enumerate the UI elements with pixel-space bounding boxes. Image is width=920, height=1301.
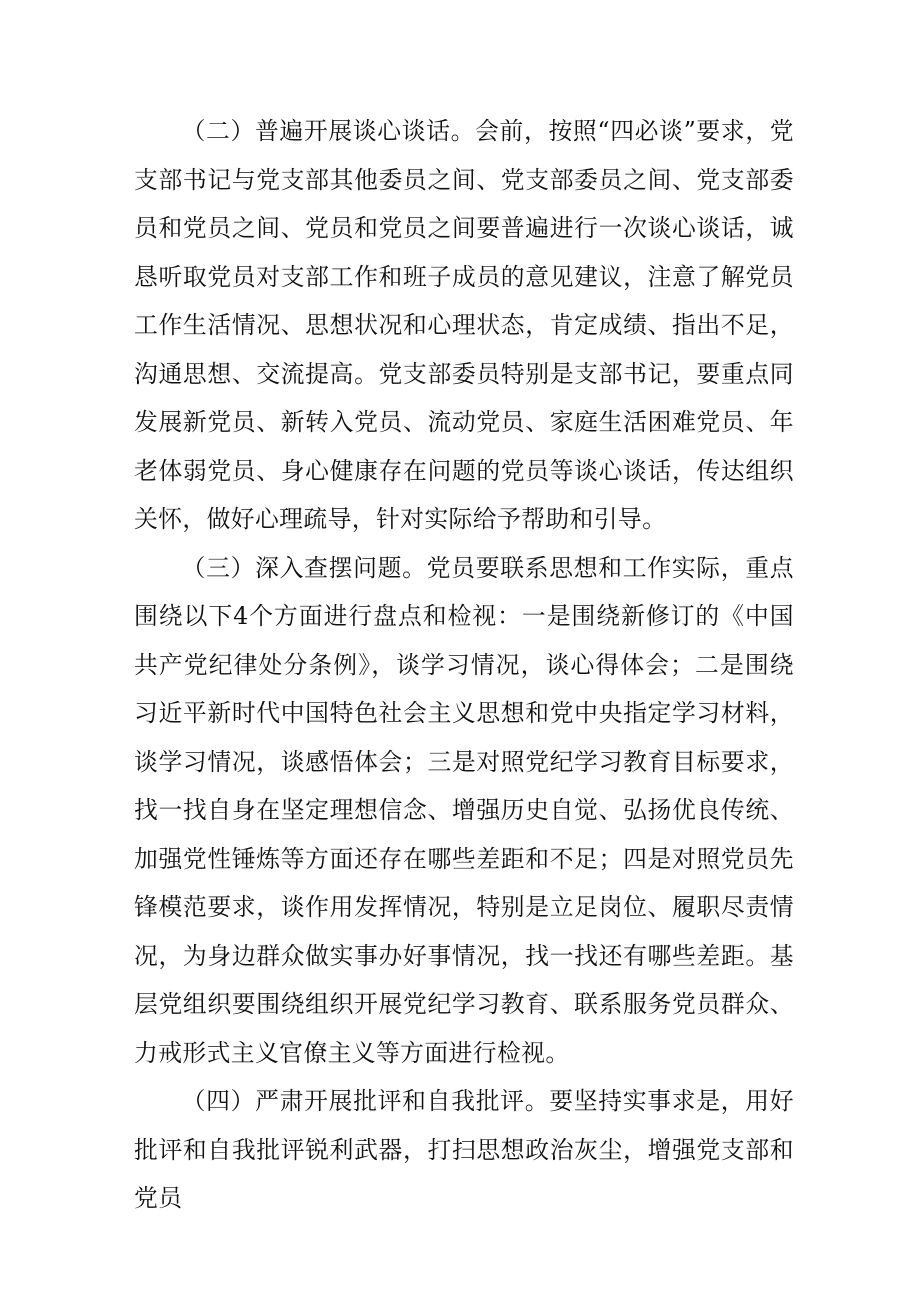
document-body — [134, 107, 794, 1223]
paragraph-examine-problems: （三）深入查摆问题。党员要联系思想和工作实际，重点围绕以下4个方面进行盘点和检视：一是围绕新修订的《中国共产党纪律处分条例》，谈学习情况，谈心得体会；二是围绕习近平新时代中国特色社会主义思想和党中央指定学习材料，谈学习情况，谈感悟体会；三是对照党纪学习教育目标要求，找一找自身在坚定理想信念、增强历史自觉、弘扬优良传统、加强党性锤炼等方面还存在哪些差距和不足；四是对照党员先锋模范要求，谈作用发挥情况，特别是立足岗位、履职尽责情况，为身边群众做实事办好事情况，找一找还有哪些差距。基层党组织要围绕组织开展党纪学习教育、联系服务党员群众、力戒形式主义官僚主义等方面进行检视。 — [134, 553, 794, 1067]
paragraph-heart-to-heart-talks: （二）普遍开展谈心谈话。会前，按照“四必谈”要求，党支部书记与党支部其他委员之间、党支部委员之间、党支部委员和党员之间、党员和党员之间要普遍进行一次谈心谈话，诚恳听取党员对支部工作和班子成员的意见建议，注意了解党员工作生活情况、思想状况和心理状态，肯定成绩、指出不足，沟通思想、交流提高。党支部委员特别是支部书记，要重点同发展新党员、新转入党员、流动党员、家庭生活困难党员、年老体弱党员、身心健康存在问题的党员等谈心谈话，传达组织关怀，做好心理疏导，针对实际给予帮助和引导。 — [134, 117, 794, 533]
paragraph-criticism-self-criticism: （四）严肃开展批评和自我批评。要坚持实事求是，用好批评和自我批评锐利武器，打扫思想政治灰尘，增强党支部和党员 — [134, 1087, 794, 1212]
